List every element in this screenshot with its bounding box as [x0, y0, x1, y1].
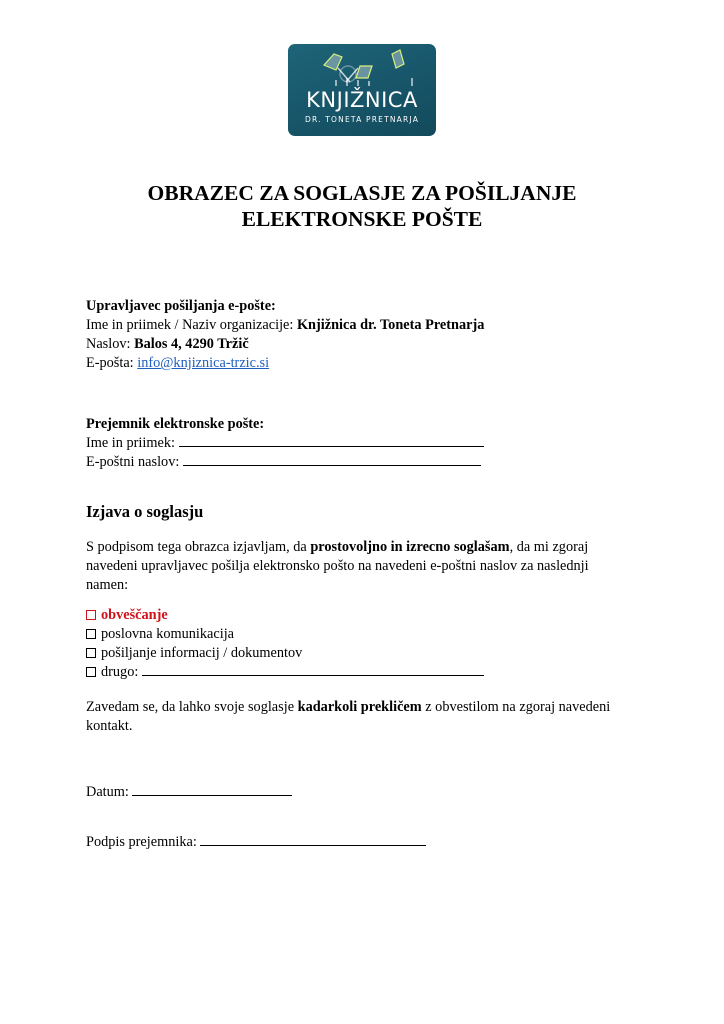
address-label: Naslov: [86, 336, 135, 352]
recipient-heading: Prejemnik elektronske pošte: [86, 416, 265, 432]
page-title [0, 180, 724, 232]
recipient-name-row [86, 434, 484, 453]
option-label: pošiljanje informacij / dokumentov [101, 645, 303, 661]
option-poslovna-komunikacija[interactable] [86, 625, 484, 644]
recipient-name-field[interactable] [179, 434, 484, 447]
logo-name: KNJIŽNICA [306, 88, 418, 112]
checkbox[interactable] [86, 610, 96, 620]
controller-heading: Upravljavec pošiljanja e-pošte: [86, 298, 276, 314]
purpose-options [86, 606, 484, 682]
recipient-email-row [86, 453, 484, 472]
option-label: poslovna komunikacija [101, 626, 235, 642]
date-row [86, 783, 292, 802]
email-link[interactable]: info@knjiznica-trzic.si [137, 355, 270, 371]
statement-text-1: S podpisom tega obrazca izjavljam, da [86, 539, 311, 555]
org-value: Knjižnica dr. Toneta Pretnarja [296, 317, 485, 333]
date-field[interactable] [132, 783, 292, 796]
option-drugo[interactable] [86, 663, 484, 682]
statement-heading: Izjava o soglasju [86, 502, 204, 521]
date-label: Datum: [86, 784, 133, 800]
recipient-email-label: E-poštni naslov: [86, 454, 183, 470]
revoke-text-1: Zavedam se, da lahko svoje soglasje [86, 699, 298, 715]
signature-label: Podpis prejemnika: [86, 834, 201, 850]
title-line-2: ELEKTRONSKE POŠTE [241, 207, 483, 231]
recipient-email-field[interactable] [183, 453, 481, 466]
controller-section [86, 297, 484, 373]
checkbox[interactable] [86, 648, 96, 658]
email-label: E-pošta: [86, 355, 138, 371]
statement-text-2: , da mi zgoraj navedeni upravljavec pošilja elektronsko pošto na navedeni e-poštni naslov za naslednji namen: [86, 539, 589, 593]
revoke-text [86, 698, 631, 736]
controller-address-row [86, 335, 484, 354]
controller-email-row [86, 354, 484, 373]
recipient-section [86, 415, 484, 472]
controller-org-row [86, 316, 484, 335]
logo-subtitle: DR. TONETA PRETNARJA [304, 115, 420, 124]
signature-field[interactable] [200, 833, 426, 846]
signature-row [86, 833, 426, 852]
recipient-name-label: Ime in priimek: [86, 435, 179, 451]
other-purpose-field[interactable] [142, 663, 484, 676]
statement-text [86, 538, 631, 595]
library-logo [288, 44, 436, 136]
statement-heading-wrap [86, 502, 203, 522]
option-posiljanje-informacij[interactable] [86, 644, 484, 663]
revoke-text-bold: kadarkoli prekličem [297, 699, 422, 715]
option-label: obveščanje [101, 607, 168, 623]
statement-text-bold: prostovoljno in izrecno soglašam [310, 539, 510, 555]
checkbox[interactable] [86, 629, 96, 639]
address-value: Balos 4, 4290 Tržič [134, 336, 249, 352]
checkbox[interactable] [86, 667, 96, 677]
org-label: Ime in priimek / Naziv organizacije: [86, 317, 297, 333]
option-label: drugo: [101, 664, 142, 680]
title-line-1: OBRAZEC ZA SOGLASJE ZA POŠILJANJE [147, 181, 577, 205]
revoke-text-2: z obvestilom na zgoraj navedeni kontakt. [86, 699, 611, 734]
option-obvescanje[interactable] [86, 606, 484, 625]
